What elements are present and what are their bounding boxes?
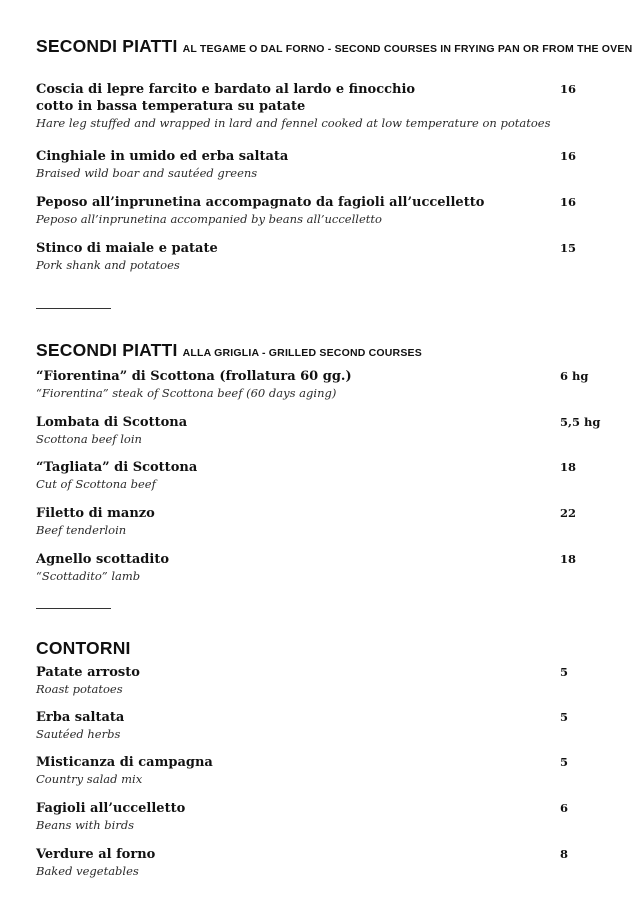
item-name-en: “Scottadito” lamb <box>36 569 141 583</box>
menu-items-3d <box>36 800 626 833</box>
item-price: 16 <box>560 82 577 96</box>
item-price: 8 <box>560 847 569 861</box>
menu-items-2b <box>36 414 626 447</box>
item-name-it: Cinghiale in umido ed erba saltata <box>36 149 289 164</box>
menu-item <box>36 800 606 833</box>
item-price: 5 <box>560 665 569 679</box>
item-name-it: Stinco di maiale e patate <box>36 241 218 256</box>
item-name-en: Roast potatoes <box>36 682 123 696</box>
menu-items-1d <box>36 240 626 273</box>
item-name-en: Country salad mix <box>36 772 143 786</box>
item-name-it: Verdure al forno <box>36 847 156 862</box>
item-price: 18 <box>560 460 577 474</box>
section-title-sub: - GRILLED SECOND COURSES <box>258 347 422 359</box>
section-title-sub: - SECOND COURSES IN FRYING PAN OR FROM THE OVEN <box>324 43 633 55</box>
item-price: 16 <box>560 149 577 163</box>
item-price: 15 <box>560 241 577 255</box>
section-secondi-griglia <box>36 340 626 363</box>
item-name-it: Misticanza di campagna <box>36 755 213 770</box>
item-name-en: Cut of Scottona beef <box>36 477 156 491</box>
section-title-bold: ALLA GRIGLIA <box>182 347 259 359</box>
menu-item <box>36 505 606 538</box>
item-name-it: “Tagliata” di Scottona <box>36 460 198 475</box>
item-price: 22 <box>560 506 577 520</box>
section-title-bold: AL TEGAME O DAL FORNO <box>182 43 325 55</box>
section-title <box>36 36 633 59</box>
menu-item <box>36 414 606 447</box>
section-secondi-tegame <box>36 36 633 59</box>
section-title-main: CONTORNI <box>36 638 131 658</box>
divider <box>36 308 111 309</box>
menu-item <box>36 81 606 131</box>
menu-items-1c <box>36 194 626 227</box>
menu-items-2e <box>36 551 626 584</box>
item-price: 16 <box>560 195 577 209</box>
item-price: 6 <box>560 801 569 815</box>
divider <box>36 608 111 609</box>
menu-items-2c <box>36 459 626 492</box>
item-price: 6 hg <box>560 369 589 383</box>
menu-item <box>36 368 606 401</box>
section-title-main: SECONDI PIATTI <box>36 36 178 56</box>
item-name-it: Patate arrosto <box>36 665 140 680</box>
menu-item <box>36 148 606 181</box>
section-title <box>36 340 626 363</box>
menu-items-3c <box>36 754 626 787</box>
item-name-en: “Fiorentina” steak of Scottona beef (60 days aging) <box>36 386 337 400</box>
item-name-en: Beef tenderloin <box>36 523 127 537</box>
menu-items-1b <box>36 148 626 181</box>
menu-items-3e <box>36 846 626 879</box>
item-price: 18 <box>560 552 577 566</box>
item-name-it: Agnello scottadito <box>36 552 170 567</box>
item-name-it: “Fiorentina” di Scottona (frollatura 60 gg.) <box>36 369 352 384</box>
item-price: 5 <box>560 710 569 724</box>
section-title <box>36 638 626 658</box>
item-name-it: Fagioli all’uccelletto <box>36 801 186 816</box>
item-price: 5,5 hg <box>560 415 601 429</box>
item-name-it: Filetto di manzo <box>36 506 155 521</box>
item-name-it: Lombata di Scottona <box>36 415 188 430</box>
menu-item <box>36 846 606 879</box>
menu-items-2a <box>36 368 626 401</box>
item-name-it: Coscia di lepre farcito e bardato al lardo e finocchio cotto in bassa temperatura su patate <box>36 82 416 114</box>
item-name-en: Braised wild boar and sautéed greens <box>36 166 258 180</box>
item-name-en: Hare leg stuffed and wrapped in lard and fennel cooked at low temperature on potatoes <box>36 116 551 130</box>
section-contorni <box>36 638 626 658</box>
item-name-en: Scottona beef loin <box>36 432 142 446</box>
item-name-en: Baked vegetables <box>36 864 139 878</box>
section-title-main: SECONDI PIATTI <box>36 340 178 360</box>
menu-item <box>36 194 606 227</box>
item-name-en: Pork shank and potatoes <box>36 258 180 272</box>
item-name-en: Sautéed herbs <box>36 727 121 741</box>
menu-items-2d <box>36 505 626 538</box>
menu-item <box>36 664 606 697</box>
item-name-en: Peposo all’inprunetina accompanied by beans all’uccelletto <box>36 212 382 226</box>
menu-item <box>36 551 606 584</box>
item-name-en: Beans with birds <box>36 818 135 832</box>
item-name-it: Peposo all’inprunetina accompagnato da fagioli all’uccelletto <box>36 195 485 210</box>
menu-item <box>36 240 606 273</box>
menu-items-1 <box>36 81 626 131</box>
item-price: 5 <box>560 755 569 769</box>
menu-item <box>36 709 606 742</box>
menu-items-3b <box>36 709 626 742</box>
menu-items-3a <box>36 664 626 697</box>
menu-item <box>36 754 606 787</box>
item-name-it: Erba saltata <box>36 710 125 725</box>
menu-item <box>36 459 606 492</box>
